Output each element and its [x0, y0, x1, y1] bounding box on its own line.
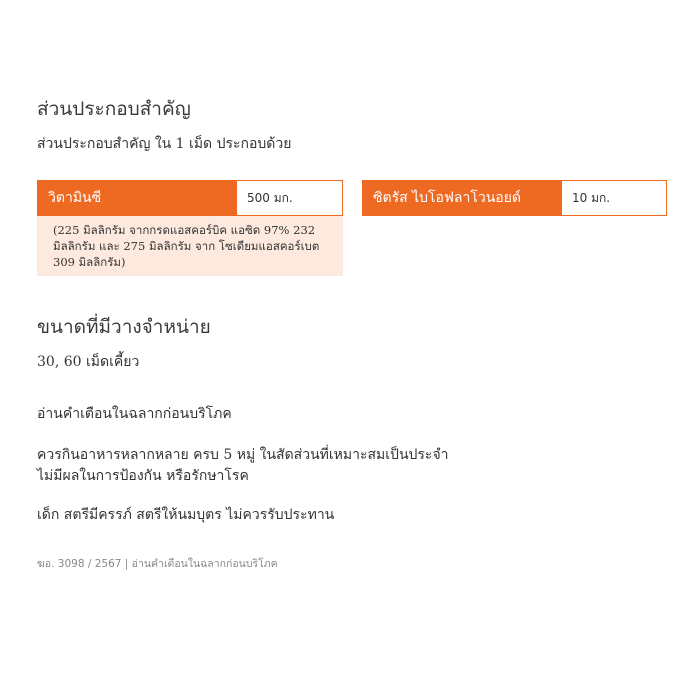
ingredients-subtitle: ส่วนประกอบสำคัญ ใน 1 เม็ด ประกอบด้วย: [37, 136, 292, 152]
ingredient-name: วิตามินซี: [38, 181, 237, 215]
registration-footer: ฆอ. 3098 / 2567 | อ่านคำเตือนในฉลากก่อนบริโภค: [37, 558, 278, 570]
sizes-value: 30, 60 เม็ดเคี้ยว: [37, 354, 140, 370]
ingredient-amount: 10 มก.: [562, 181, 666, 215]
ingredient-card-citrus-bioflavonoid: [362, 180, 667, 216]
warning-line-1: ควรกินอาหารหลากหลาย ครบ 5 หมู่ ในสัดส่วนที่เหมาะสมเป็นประจำ: [37, 447, 449, 463]
warning-line-2: ไม่มีผลในการป้องกัน หรือรักษาโรค: [37, 468, 249, 484]
ingredient-card-vitamin-c: [37, 180, 343, 216]
sizes-title: ขนาดที่มีวางจำหน่าย: [37, 316, 211, 338]
ingredient-name: ซิตรัส ไบโอฟลาโวนอยด์: [363, 181, 562, 215]
ingredient-amount: 500 มก.: [237, 181, 342, 215]
warning-line-3: เด็ก สตรีมีครรภ์ สตรีให้นมบุตร ไม่ควรรับประทาน: [37, 507, 335, 523]
warning-read-label: อ่านคำเตือนในฉลากก่อนบริโภค: [37, 406, 232, 422]
ingredients-title: ส่วนประกอบสำคัญ: [37, 98, 191, 120]
ingredient-note: (225 มิลลิกรัม จากกรดแอสคอร์บิค แอซิด 97% 232 มิลลิกรัม และ 275 มิลลิกรัม จาก โซเดียมแอสคอร์เบต 309 มิลลิกรัม): [37, 216, 343, 276]
